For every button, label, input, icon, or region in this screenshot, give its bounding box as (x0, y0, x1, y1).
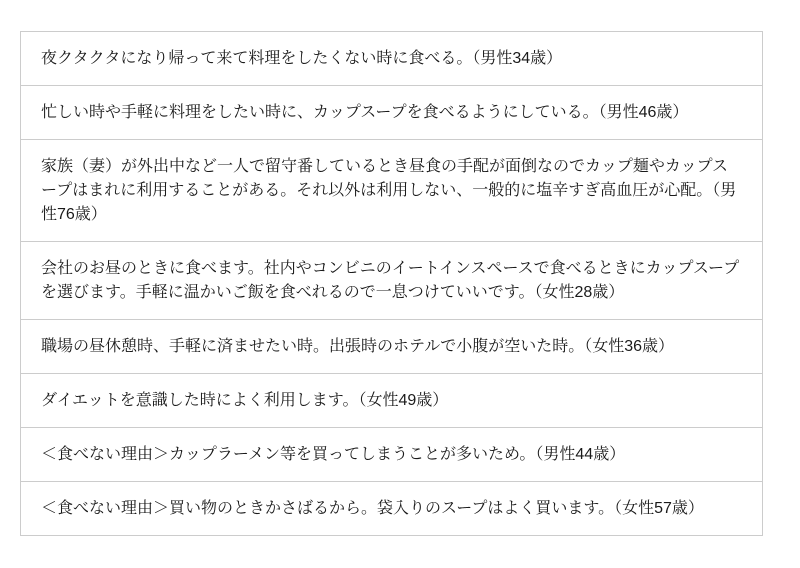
response-text: 家族（妻）が外出中など一人で留守番しているとき昼食の手配が面倒なのでカップ麺やカップスープはまれに利用することがある。それ以外は利用しない、一般的に塩辛すぎ高血圧が心配。（男性76歳） (41, 157, 737, 223)
survey-response-table (20, 31, 763, 536)
response-text: ダイエットを意識した時によく利用します。（女性49歳） (41, 391, 449, 409)
table-row (21, 319, 762, 373)
response-text: 忙しい時や手軽に料理をしたい時に、カップスープを食べるようにしている。（男性46歳） (41, 103, 689, 121)
table-row (21, 85, 762, 139)
table-row (21, 373, 762, 427)
table-row (21, 139, 762, 241)
table-row (21, 32, 762, 85)
table-row (21, 241, 762, 319)
response-text: ＜食べない理由＞買い物のときかさばるから。袋入りのスープはよく買います。（女性57歳） (41, 499, 704, 517)
response-text: ＜食べない理由＞カップラーメン等を買ってしまうことが多いため。（男性44歳） (41, 445, 626, 463)
table-row (21, 481, 762, 535)
response-text: 会社のお昼のときに食べます。社内やコンビニのイートインスペースで食べるときにカップスープを選びます。手軽に温かいご飯を食べれるので一息つけていいです。（女性28歳） (41, 259, 740, 301)
response-text: 職場の昼休憩時、手軽に済ませたい時。出張時のホテルで小腹が空いた時。（女性36歳） (41, 337, 674, 355)
table-row (21, 427, 762, 481)
response-text: 夜クタクタになり帰って来て料理をしたくない時に食べる。（男性34歳） (41, 49, 563, 67)
